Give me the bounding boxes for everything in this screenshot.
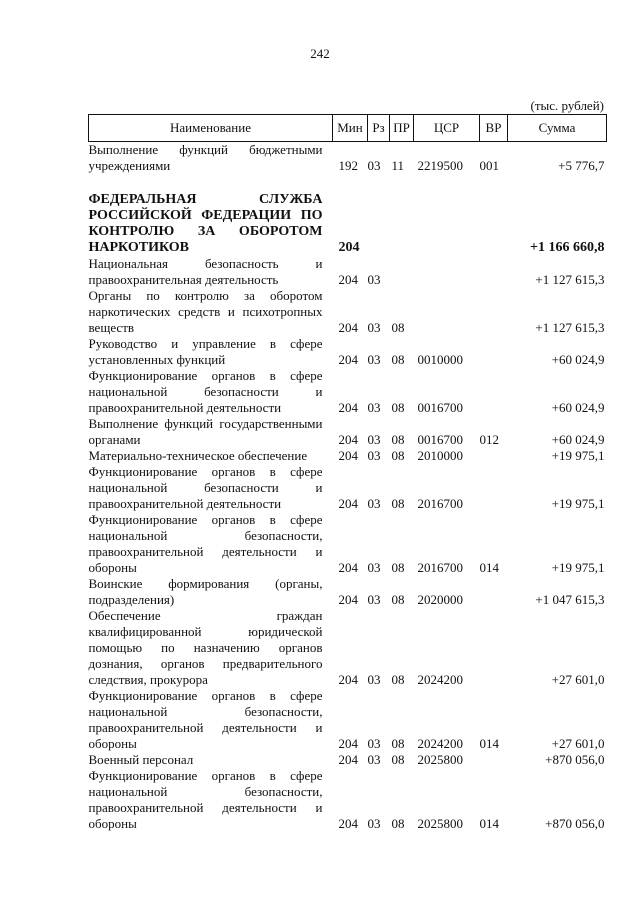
cell-pr: 08 bbox=[391, 592, 405, 607]
cell-rz: 03 bbox=[367, 432, 381, 447]
budget-table bbox=[88, 114, 607, 832]
cell-min: 204 bbox=[338, 272, 358, 287]
cell-csr: 2020000 bbox=[417, 592, 463, 607]
cell-csr bbox=[414, 256, 480, 288]
cell-sum: +19 975,1 bbox=[551, 448, 605, 463]
cell-csr: 0016700 bbox=[417, 432, 463, 447]
cell-name: Выполнение функций бюджетными учреждениями bbox=[88, 142, 323, 173]
cell-vr: 014 bbox=[479, 736, 499, 751]
cell-name: Национальная безопасность и правоохранительная деятельность bbox=[88, 256, 323, 287]
header-csr: ЦСР bbox=[414, 115, 480, 142]
cell-vr: 012 bbox=[479, 432, 499, 447]
cell-name: Материально-техническое обеспечение bbox=[88, 448, 308, 463]
cell-name: Обеспечение граждан квалифицированной юридической помощью по назначению органов дознания, органов предварительного следствия, прокурора bbox=[88, 608, 323, 687]
cell-csr bbox=[414, 192, 480, 256]
cell-min: 204 bbox=[338, 432, 358, 447]
cell-csr: 2024200 bbox=[417, 736, 463, 751]
cell-min: 204 bbox=[338, 736, 358, 751]
header-min: Мин bbox=[333, 115, 368, 142]
cell-rz bbox=[368, 192, 390, 256]
cell-pr: 08 bbox=[391, 752, 405, 767]
cell-vr bbox=[480, 608, 508, 688]
cell-name: Функционирование органов в сфере национальной безопасности, правоохранительной деятельности и обороны bbox=[88, 768, 323, 831]
cell-rz: 03 bbox=[367, 816, 381, 831]
cell-min: 204 bbox=[338, 560, 358, 575]
cell-pr: 11 bbox=[391, 158, 405, 173]
cell-pr: 08 bbox=[391, 496, 405, 511]
cell-rz: 03 bbox=[367, 496, 381, 511]
cell-sum: +27 601,0 bbox=[551, 672, 605, 687]
table-row bbox=[89, 608, 607, 688]
cell-vr bbox=[480, 464, 508, 512]
cell-sum: +27 601,0 bbox=[551, 736, 605, 751]
cell-csr: 0016700 bbox=[417, 400, 463, 415]
cell-pr: 08 bbox=[391, 448, 405, 463]
cell-csr bbox=[414, 288, 480, 336]
cell-vr bbox=[480, 336, 508, 368]
cell-rz: 03 bbox=[367, 592, 381, 607]
cell-sum: +1 127 615,3 bbox=[535, 272, 605, 287]
cell-pr: 08 bbox=[391, 560, 405, 575]
cell-csr: 2025800 bbox=[417, 752, 463, 767]
cell-vr: 014 bbox=[479, 560, 499, 575]
cell-min: 204 bbox=[338, 400, 358, 415]
table-row bbox=[89, 368, 607, 416]
table-row bbox=[89, 256, 607, 288]
table-row bbox=[89, 688, 607, 752]
cell-vr bbox=[480, 448, 508, 464]
cell-name: Военный персонал bbox=[88, 752, 194, 767]
cell-vr bbox=[480, 192, 508, 256]
cell-sum: +870 056,0 bbox=[545, 752, 605, 767]
cell-rz: 03 bbox=[367, 752, 381, 767]
header-sum: Сумма bbox=[508, 115, 607, 142]
cell-rz: 03 bbox=[367, 448, 381, 463]
table-row bbox=[89, 288, 607, 336]
table-row bbox=[89, 512, 607, 576]
cell-name: Руководство и управление в сфере установленных функций bbox=[88, 336, 323, 367]
table-row bbox=[89, 416, 607, 448]
cell-sum: +1 166 660,8 bbox=[530, 240, 605, 255]
page-number: 242 bbox=[310, 46, 330, 61]
cell-rz: 03 bbox=[367, 272, 381, 287]
cell-sum: +19 975,1 bbox=[551, 496, 605, 511]
table-row bbox=[89, 448, 607, 464]
cell-name: ФЕДЕРАЛЬНАЯ СЛУЖБА РОССИЙСКОЙ ФЕДЕРАЦИИ ПО КОНТРОЛЮ ЗА ОБОРОТОМ НАРКОТИКОВ bbox=[88, 192, 323, 255]
cell-name: Выполнение функций государственными органами bbox=[88, 416, 323, 447]
cell-name: Функционирование органов в сфере национальной безопасности, правоохранительной деятельности и обороны bbox=[88, 688, 323, 751]
cell-min: 204 bbox=[338, 240, 360, 255]
cell-rz: 03 bbox=[367, 672, 381, 687]
cell-min: 192 bbox=[338, 158, 358, 173]
cell-pr: 08 bbox=[391, 672, 405, 687]
cell-pr: 08 bbox=[391, 432, 405, 447]
cell-min: 204 bbox=[338, 352, 358, 367]
cell-name: Органы по контролю за оборотом наркотических средств и психотропных веществ bbox=[88, 288, 323, 335]
cell-min: 204 bbox=[338, 320, 358, 335]
cell-name: Функционирование органов в сфере национальной безопасности, правоохранительной деятельности и обороны bbox=[88, 512, 323, 575]
table-header-row bbox=[89, 115, 607, 142]
cell-vr bbox=[480, 576, 508, 608]
table-row bbox=[89, 336, 607, 368]
cell-sum: +1 127 615,3 bbox=[535, 320, 605, 335]
cell-pr: 08 bbox=[391, 736, 405, 751]
header-name: Наименование bbox=[89, 115, 333, 142]
table-row bbox=[89, 768, 607, 832]
cell-csr: 0010000 bbox=[417, 352, 463, 367]
table-row bbox=[89, 464, 607, 512]
cell-pr: 08 bbox=[391, 816, 405, 831]
cell-min: 204 bbox=[338, 672, 358, 687]
cell-pr: 08 bbox=[391, 320, 405, 335]
cell-sum: +19 975,1 bbox=[551, 560, 605, 575]
cell-sum: +60 024,9 bbox=[551, 400, 605, 415]
cell-csr: 2219500 bbox=[417, 158, 463, 173]
cell-rz: 03 bbox=[367, 736, 381, 751]
cell-csr: 2025800 bbox=[417, 816, 463, 831]
cell-vr: 001 bbox=[479, 158, 499, 173]
cell-pr bbox=[390, 256, 414, 288]
cell-name: Воинские формирования (органы, подразделения) bbox=[88, 576, 323, 607]
cell-vr bbox=[480, 752, 508, 768]
cell-rz: 03 bbox=[367, 158, 381, 173]
spacer-row bbox=[89, 174, 607, 192]
cell-min: 204 bbox=[338, 496, 358, 511]
cell-rz: 03 bbox=[367, 320, 381, 335]
table-row bbox=[89, 192, 607, 256]
cell-name: Функционирование органов в сфере национальной безопасности и правоохранительной деятельности bbox=[88, 368, 323, 415]
cell-rz: 03 bbox=[367, 400, 381, 415]
cell-pr: 08 bbox=[391, 352, 405, 367]
units-label: (тыс. рублей) bbox=[530, 98, 604, 113]
cell-sum: +5 776,7 bbox=[558, 158, 605, 173]
cell-min: 204 bbox=[338, 816, 358, 831]
cell-rz: 03 bbox=[367, 352, 381, 367]
table-row bbox=[89, 142, 607, 175]
cell-sum: +60 024,9 bbox=[551, 352, 605, 367]
cell-vr bbox=[480, 288, 508, 336]
cell-name: Функционирование органов в сфере национальной безопасности и правоохранительной деятельности bbox=[88, 464, 323, 511]
header-vr: ВР bbox=[480, 115, 508, 142]
cell-min: 204 bbox=[338, 752, 358, 767]
table-row bbox=[89, 752, 607, 768]
cell-sum: +60 024,9 bbox=[551, 432, 605, 447]
cell-sum: +870 056,0 bbox=[545, 816, 605, 831]
cell-pr bbox=[390, 192, 414, 256]
cell-min: 204 bbox=[338, 592, 358, 607]
table-body bbox=[89, 142, 607, 833]
cell-csr: 2024200 bbox=[417, 672, 463, 687]
cell-min: 204 bbox=[338, 448, 358, 463]
cell-pr: 08 bbox=[391, 400, 405, 415]
cell-sum: +1 047 615,3 bbox=[535, 592, 605, 607]
cell-csr: 2016700 bbox=[417, 560, 463, 575]
cell-rz: 03 bbox=[367, 560, 381, 575]
cell-vr bbox=[480, 368, 508, 416]
cell-csr: 2016700 bbox=[417, 496, 463, 511]
cell-vr: 014 bbox=[479, 816, 499, 831]
cell-csr: 2010000 bbox=[417, 448, 463, 463]
header-rz: Рз bbox=[368, 115, 390, 142]
cell-vr bbox=[480, 256, 508, 288]
header-pr: ПР bbox=[390, 115, 414, 142]
table-row bbox=[89, 576, 607, 608]
